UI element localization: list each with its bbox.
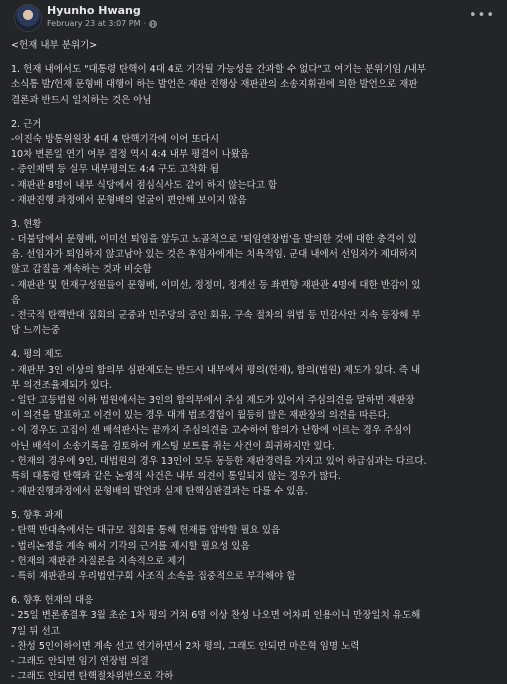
section-line: - 그래도 안되면 탄핵절차위반으로 각하 <box>11 671 174 683</box>
spacer <box>11 208 499 217</box>
section-line: - 헌재의 경우에 9인, 대법원의 경우 13인이 모두 동등한 재판경력을 가지고 있어 하급심과는 다르다. <box>11 455 427 467</box>
post-date[interactable]: February 23 at 3:07 PM <box>47 19 141 28</box>
section-heading: 5. 향후 과제 <box>11 510 63 522</box>
section-line: 소식통 발/헌재 문형배 대행이 하는 발언은 재판 진행상 재판관의 소송지휘권에 의한 발언으로 재판 <box>11 79 418 91</box>
section-line: 부 의견조율제되가 있다. <box>11 379 112 391</box>
section-line: - 증인채택 등 실무 내부평의도 4:4 구도 고착화 됨 <box>11 164 220 176</box>
section-line: - 재판관 8명이 내부 식당에서 점심식사도 같이 하지 않는다고 함 <box>11 179 278 191</box>
section-line: - 더불당에서 문형배, 이미선 퇴임을 앞두고 노골적으로 '퇴임연장법'을 발의한 것에 대한 충격이 있 <box>11 234 417 246</box>
section-line: 7일 뒤 선고 <box>11 625 60 637</box>
section-heading: 4. 평의 제도 <box>11 349 63 361</box>
section-heading: 1. 헌재 내에서도 "대통령 탄핵이 4대 4로 기각될 가능성을 간과할 수 없다"고 여기는 분위기임 /내부 <box>11 64 426 76</box>
post-section <box>11 508 499 584</box>
section-line: 특히 대통령 탄핵과 같은 논쟁적 사건은 내부 의견이 통일되지 않는 경우가 많다. <box>11 470 341 482</box>
post-section <box>11 347 499 499</box>
post-section <box>11 62 499 108</box>
post-body <box>11 38 499 684</box>
post-title: <헌재 내부 분위기> <box>11 40 98 51</box>
section-line: 이 의견을 발표하고 이견이 있는 경우 대개 법조경험이 월등히 많은 재판장의 의견을 따른다. <box>11 410 390 422</box>
section-line: - 재판부 3인 이상의 합의부 심판제도는 반드시 내부에서 평의(헌재), 합의(법원) 제도가 있다. 즉 내 <box>11 364 421 376</box>
more-horizontal-icon: ••• <box>469 7 496 23</box>
globe-icon[interactable] <box>149 20 157 28</box>
section-line: - 법리논쟁을 계속 해서 기각의 근거를 제시할 필요성 있음 <box>11 540 250 552</box>
section-heading: 2. 근거 <box>11 118 42 130</box>
section-line: - 재판진행 과정에서 문형배의 얼굴이 편안해 보이지 않음 <box>11 194 247 206</box>
section-line: - 재판진행과정에서 문형배의 발언과 실제 탄핵심판결과는 다를 수 있음. <box>11 486 308 498</box>
post-section <box>11 117 499 208</box>
section-line: 10차 변론일 연기 여부 결정 역시 4:4 내부 평결이 나왔음 <box>11 149 250 161</box>
section-line: - 특히 재판관의 우리법연구회 사조직 소속을 집중적으로 부각해야 함 <box>11 571 296 582</box>
section-line: - 찬성 5인이하이면 계속 선고 연기하면서 2차 평의, 그래도 안되면 마은혁 임명 노력 <box>11 640 360 652</box>
spacer <box>11 499 499 508</box>
section-line: 아닌 배석이 소송기록을 검토하여 캐스팅 보트를 쥐는 사건이 희귀하지만 있다. <box>11 440 335 452</box>
section-line: - 탄핵 반대측에서는 대규모 집회를 통해 헌재를 압박할 필요 있음 <box>11 525 281 537</box>
spacer <box>11 338 499 347</box>
section-line: - 전국적 탄핵반대 집회의 군중과 민주당의 증인 회유, 구속 절차의 위법 등 민감사안 지속 등장해 부 <box>11 310 421 321</box>
post-meta <box>47 19 157 28</box>
spacer <box>11 53 499 62</box>
section-line: 결론과 반드시 일치하는 것은 아님 <box>11 94 152 106</box>
section-line: - 25일 변론종결후 3월 초순 1차 평의 거쳐 6명 이상 찬성 나오면 어차피 인용이니 만장일치 유도해 <box>11 610 421 622</box>
post-section <box>11 593 499 684</box>
section-line: 않고 갑질을 계속하는 것과 비슷함 <box>11 264 152 276</box>
more-options-button[interactable] <box>469 6 496 24</box>
section-heading: 6. 향후 헌재의 대응 <box>11 595 94 607</box>
meta-separator: · <box>143 19 147 28</box>
section-line: - 일단 고등법원 이하 법원에서는 3인의 합의부에서 주심 제도가 있어서 주심의견을 말하면 재판장 <box>11 394 415 406</box>
section-line: - 이 경우도 고집이 센 배석판사는 끝까지 주심의견을 고수하여 합의가 난항에 이르는 경우 주심이 <box>11 425 412 437</box>
author-avatar[interactable] <box>14 4 42 32</box>
section-heading: 3. 현황 <box>11 218 42 230</box>
section-line: 음 <box>11 294 21 306</box>
spacer <box>11 108 499 117</box>
spacer <box>11 584 499 593</box>
section-line: - 그래도 안되면 임기 연장법 의결 <box>11 655 149 667</box>
section-line: 담 느끼는중 <box>11 325 60 337</box>
section-line: - 헌재의 재판관 자질론을 지속적으로 제기 <box>11 555 186 567</box>
author-name[interactable]: Hyunho Hwang <box>47 4 141 17</box>
section-line: -이진숙 방통위원장 4대 4 탄핵기각에 이어 또다시 <box>11 133 219 145</box>
section-line: - 재판관 및 헌재구성원들이 문형배, 이미선, 정정미, 정계선 등 좌편향 재판관 4명에 대한 반감이 있 <box>11 279 421 291</box>
section-line: 음. 선임자가 퇴임하지 않고남아 있는 것은 후임자에게는 치욕적임. 군대 내에서 선임자가 제대하지 <box>11 249 418 261</box>
post-section <box>11 217 499 339</box>
post-header <box>11 0 499 36</box>
